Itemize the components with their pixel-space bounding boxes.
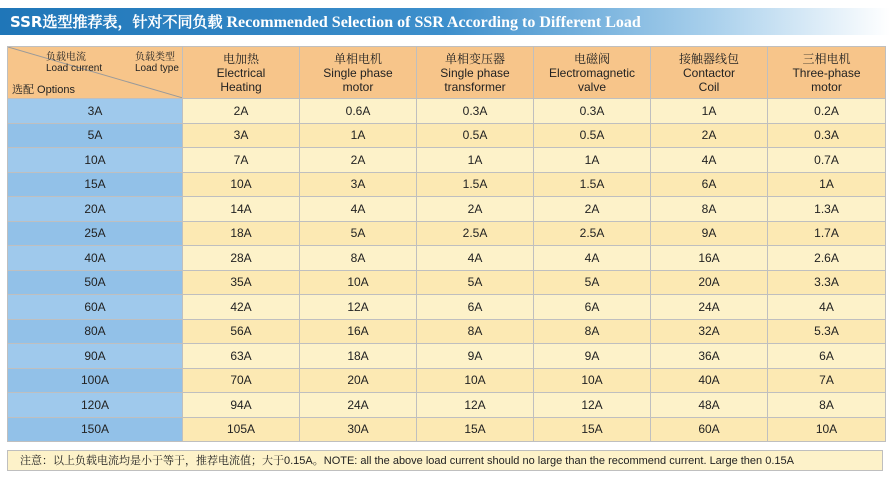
value-cell: 15A <box>417 417 534 442</box>
column-header-en1: Single phase <box>440 65 510 80</box>
column-header-en1: Electrical <box>216 65 266 80</box>
value-cell: 14A <box>183 197 300 222</box>
value-cell: 9A <box>651 221 768 246</box>
table-row <box>8 368 886 393</box>
value-cell: 2A <box>651 123 768 148</box>
value-cell: 0.5A <box>534 123 651 148</box>
value-cell: 20A <box>300 368 417 393</box>
column-header-en2: transformer <box>444 79 506 94</box>
value-cell: 1A <box>300 123 417 148</box>
value-cell: 20A <box>651 270 768 295</box>
value-cell: 4A <box>417 246 534 271</box>
column-header-en2: valve <box>577 79 606 94</box>
value-cell: 2A <box>300 148 417 173</box>
value-cell: 1.3A <box>768 197 886 222</box>
value-cell: 1A <box>768 172 886 197</box>
column-header-cn: 三相电机 <box>802 51 851 66</box>
option-cell: 3A <box>8 99 183 124</box>
table-row <box>8 99 886 124</box>
table-row <box>8 393 886 418</box>
value-cell: 1.5A <box>534 172 651 197</box>
value-cell: 5A <box>417 270 534 295</box>
footer-note: 注意：以上负载电流均是小于等于，推荐电流值；大于0.15A。NOTE: all the above load current should no large than the recommend current. Large then 0.15A <box>7 450 883 471</box>
value-cell: 10A <box>534 368 651 393</box>
value-cell: 9A <box>417 344 534 369</box>
value-cell: 4A <box>651 148 768 173</box>
value-cell: 60A <box>651 417 768 442</box>
column-header-cn: 电加热 <box>222 51 259 66</box>
options-label: 选配 Options <box>12 84 75 96</box>
value-cell: 8A <box>534 319 651 344</box>
value-cell: 16A <box>300 319 417 344</box>
value-cell: 12A <box>534 393 651 418</box>
value-cell: 42A <box>183 295 300 320</box>
value-cell: 2A <box>183 99 300 124</box>
value-cell: 36A <box>651 344 768 369</box>
table-row <box>8 123 886 148</box>
title-en: Recommended Selection of SSR According to Different Load <box>226 14 641 31</box>
value-cell: 15A <box>534 417 651 442</box>
value-cell: 4A <box>768 295 886 320</box>
column-header-cn: 电磁阀 <box>573 51 610 66</box>
column-header-en1: Contactor <box>682 65 736 80</box>
value-cell: 1.5A <box>417 172 534 197</box>
value-cell: 6A <box>768 344 886 369</box>
value-cell: 18A <box>183 221 300 246</box>
value-cell: 0.3A <box>768 123 886 148</box>
value-cell: 1A <box>534 148 651 173</box>
header-row <box>8 47 886 99</box>
value-cell: 105A <box>183 417 300 442</box>
table-row <box>8 295 886 320</box>
value-cell: 10A <box>768 417 886 442</box>
value-cell: 48A <box>651 393 768 418</box>
column-header-en1: Single phase <box>323 65 393 80</box>
column-header-cn: 单相电机 <box>333 51 382 66</box>
option-cell: 60A <box>8 295 183 320</box>
value-cell: 6A <box>417 295 534 320</box>
value-cell: 30A <box>300 417 417 442</box>
value-cell: 2A <box>417 197 534 222</box>
value-cell: 0.3A <box>417 99 534 124</box>
table-row <box>8 172 886 197</box>
value-cell: 5A <box>300 221 417 246</box>
option-cell: 100A <box>8 368 183 393</box>
table-row <box>8 221 886 246</box>
value-cell: 1A <box>417 148 534 173</box>
column-header <box>417 47 534 99</box>
column-header-en1: Electromagnetic <box>548 65 636 80</box>
value-cell: 0.7A <box>768 148 886 173</box>
ssr-selection-table <box>7 46 886 442</box>
option-cell: 20A <box>8 197 183 222</box>
value-cell: 40A <box>651 368 768 393</box>
table-body <box>8 99 886 442</box>
value-cell: 8A <box>768 393 886 418</box>
value-cell: 70A <box>183 368 300 393</box>
value-cell: 5A <box>534 270 651 295</box>
option-cell: 50A <box>8 270 183 295</box>
value-cell: 18A <box>300 344 417 369</box>
value-cell: 10A <box>183 172 300 197</box>
value-cell: 2.5A <box>417 221 534 246</box>
option-cell: 120A <box>8 393 183 418</box>
value-cell: 1.7A <box>768 221 886 246</box>
column-header-cn: 单相变压器 <box>444 51 505 66</box>
column-header-en1: Three-phase <box>792 65 861 80</box>
column-header-cn: 接触器线包 <box>678 51 739 66</box>
value-cell: 6A <box>651 172 768 197</box>
value-cell: 24A <box>300 393 417 418</box>
value-cell: 12A <box>300 295 417 320</box>
value-cell: 35A <box>183 270 300 295</box>
value-cell: 7A <box>183 148 300 173</box>
load-type-cn: 负载类型 <box>135 52 175 63</box>
value-cell: 24A <box>651 295 768 320</box>
load-current-en: Load current <box>46 63 103 74</box>
table-row <box>8 270 886 295</box>
value-cell: 0.2A <box>768 99 886 124</box>
column-header-en2: motor <box>811 79 842 94</box>
column-header <box>768 47 886 99</box>
value-cell: 2.5A <box>534 221 651 246</box>
title-banner <box>0 8 890 35</box>
value-cell: 12A <box>417 393 534 418</box>
table-row <box>8 417 886 442</box>
value-cell: 63A <box>183 344 300 369</box>
value-cell: 6A <box>534 295 651 320</box>
column-header <box>651 47 768 99</box>
value-cell: 8A <box>651 197 768 222</box>
value-cell: 3A <box>300 172 417 197</box>
value-cell: 32A <box>651 319 768 344</box>
corner-header-cell <box>8 47 183 99</box>
value-cell: 9A <box>534 344 651 369</box>
value-cell: 4A <box>534 246 651 271</box>
value-cell: 0.3A <box>534 99 651 124</box>
option-cell: 15A <box>8 172 183 197</box>
value-cell: 10A <box>417 368 534 393</box>
value-cell: 10A <box>300 270 417 295</box>
page-title <box>10 11 641 32</box>
value-cell: 94A <box>183 393 300 418</box>
title-cn: SSR选型推荐表，针对不同负载 <box>10 13 223 31</box>
value-cell: 1A <box>651 99 768 124</box>
table-row <box>8 148 886 173</box>
option-cell: 80A <box>8 319 183 344</box>
value-cell: 2.6A <box>768 246 886 271</box>
load-current-cn: 负载电流 <box>46 52 86 63</box>
option-cell: 150A <box>8 417 183 442</box>
value-cell: 28A <box>183 246 300 271</box>
option-cell: 90A <box>8 344 183 369</box>
option-cell: 40A <box>8 246 183 271</box>
load-type-en: Load type <box>135 63 179 74</box>
load-current-label <box>46 52 102 74</box>
column-header <box>300 47 417 99</box>
table-row <box>8 246 886 271</box>
value-cell: 0.5A <box>417 123 534 148</box>
table-row <box>8 344 886 369</box>
table-row <box>8 319 886 344</box>
table-row <box>8 197 886 222</box>
option-cell: 5A <box>8 123 183 148</box>
value-cell: 8A <box>300 246 417 271</box>
value-cell: 8A <box>417 319 534 344</box>
column-header-en2: motor <box>342 79 374 94</box>
value-cell: 2A <box>534 197 651 222</box>
value-cell: 56A <box>183 319 300 344</box>
load-type-label <box>135 52 179 74</box>
value-cell: 7A <box>768 368 886 393</box>
column-header <box>183 47 300 99</box>
option-cell: 25A <box>8 221 183 246</box>
value-cell: 3.3A <box>768 270 886 295</box>
column-header <box>534 47 651 99</box>
option-cell: 10A <box>8 148 183 173</box>
value-cell: 4A <box>300 197 417 222</box>
value-cell: 3A <box>183 123 300 148</box>
value-cell: 16A <box>651 246 768 271</box>
value-cell: 5.3A <box>768 319 886 344</box>
column-header-en2: Heating <box>220 79 262 94</box>
column-header-en2: Coil <box>698 79 720 94</box>
value-cell: 0.6A <box>300 99 417 124</box>
